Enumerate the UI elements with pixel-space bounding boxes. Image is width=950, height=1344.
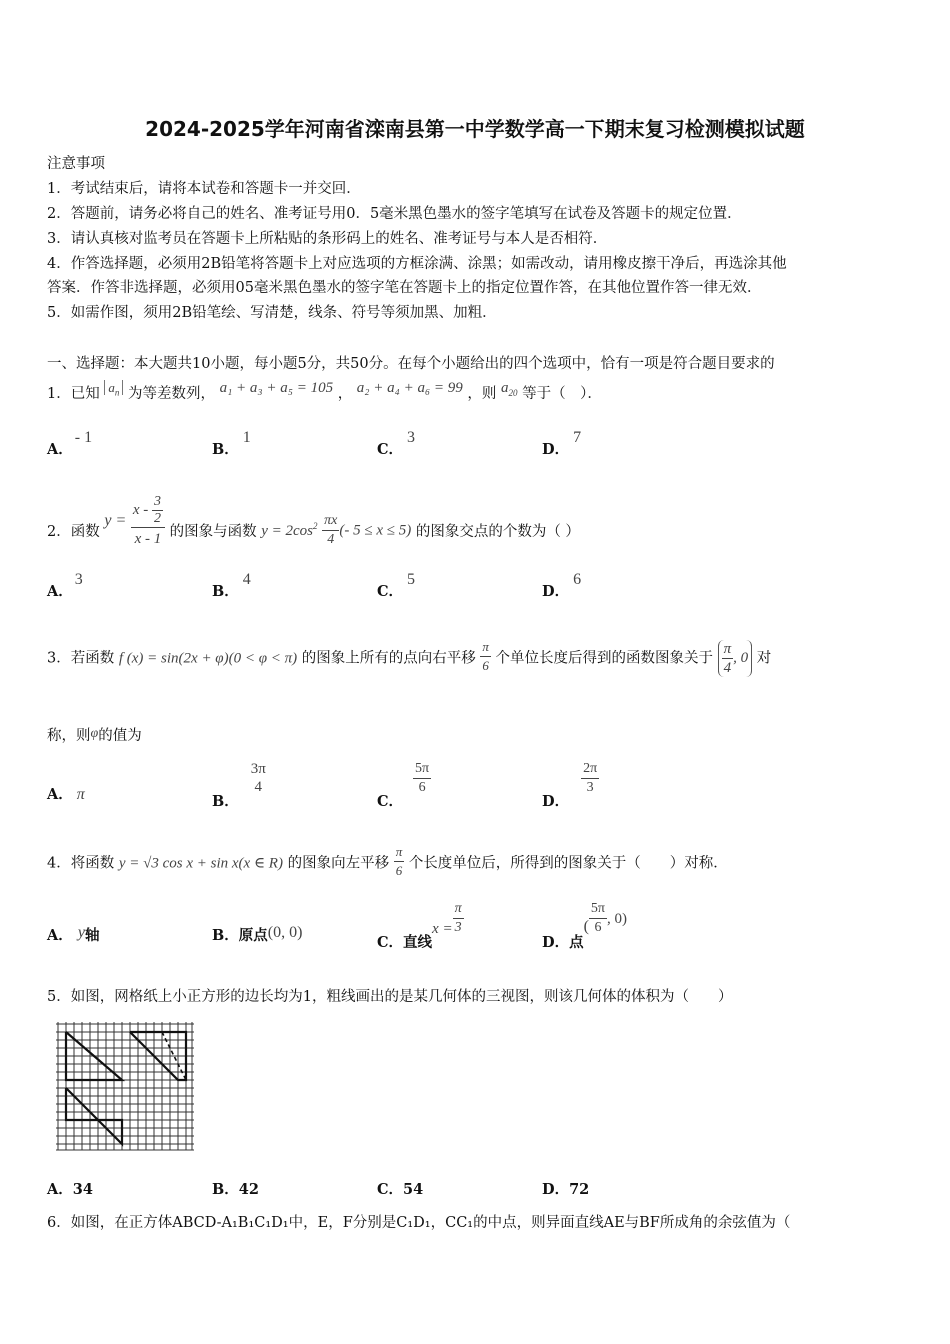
q1-equation-1: a₁ + a₃ + a₅ = 105 bbox=[219, 380, 334, 396]
q3-text-2: 个单位长度后得到的函数图象关于 bbox=[495, 650, 713, 667]
option-a[interactable]: A．34 bbox=[47, 1181, 93, 1198]
question-1 bbox=[47, 382, 602, 404]
notice-item: 4．作答选择题，必须用2B铅笔将答题卡上对应选项的方框涂满、涂黑；如需改动，请用橡皮擦干净后，再选涂其他 bbox=[47, 256, 787, 272]
q1-a20: $a_{20}$ bbox=[501, 380, 518, 398]
option-a[interactable]: A．3 bbox=[47, 571, 83, 600]
notice-item: 答案．作答非选择题，必须用05毫米黑色墨水的签字笔在答题卡上的指定位置作答，在其他位置作答一律无效． bbox=[47, 280, 762, 296]
notice-item: 5．如需作图，须用2B铅笔绘、写清楚，线条、符号等须加黑、加粗． bbox=[47, 305, 497, 321]
option-b[interactable]: B．原点(0, 0) bbox=[212, 924, 303, 944]
q1-number: 1．已知 bbox=[47, 386, 100, 402]
q2-function-2: $y = 2\cos^2$ $\frac{\pi x}{4}$ (- 5 ≤ x ≤ 5) bbox=[261, 513, 412, 547]
page-title: 2024-2025学年河南省滦南县第一中学数学高一下期末复习检测模拟试题 bbox=[145, 117, 805, 141]
option-b[interactable]: B．4 bbox=[212, 571, 251, 600]
question-2 bbox=[47, 494, 580, 550]
option-d[interactable]: D．点( $\frac{5\pi}{6}$ , 0) bbox=[542, 901, 627, 951]
option-c[interactable]: C．直线x = $\frac{\pi}{3}$ bbox=[377, 901, 462, 951]
q1-text: 为等差数列， bbox=[127, 386, 215, 402]
question-3 bbox=[47, 640, 771, 677]
option-c[interactable]: C．5 bbox=[377, 571, 416, 600]
notice-item: 2．答题前，请务必将自己的姓名、准考证号用0．5毫米黑色墨水的签字笔填写在试卷及答题卡的规定位置． bbox=[47, 206, 742, 222]
option-c[interactable]: C． $\frac{5\pi}{6}$ bbox=[377, 761, 430, 810]
q3-point: $\frac{\pi}{4}$ , 0 bbox=[718, 640, 753, 677]
notice-item: 3．请认真核对监考员在答题卡上所粘贴的条形码上的姓名、准考证号与本人是否相符． bbox=[47, 231, 608, 247]
q1-sep: ， bbox=[337, 386, 353, 402]
option-d[interactable]: D．72 bbox=[542, 1181, 590, 1198]
option-b[interactable]: B． 3π 4 bbox=[212, 761, 266, 810]
q1-text-3: 等于（ ）． bbox=[522, 386, 602, 402]
q4-function: y = √3 cos x + sin x(x ∈ R) bbox=[118, 855, 283, 872]
notice-item: 1．考试结束后，请将本试卷和答题卡一并交回． bbox=[47, 181, 361, 197]
section-heading: 一、选择题：本大题共10小题，每小题5分，共50分。在每个小题给出的四个选项中，恰有一项是符合题目要求的 bbox=[47, 356, 775, 372]
q4-number: 4．将函数 bbox=[47, 855, 115, 872]
option-d[interactable]: D． $\frac{2\pi}{3}$ bbox=[542, 761, 598, 810]
q3-text: 的图象上所有的点向右平移 bbox=[301, 650, 476, 667]
q4-shift: $\frac{\pi}{6}$ bbox=[395, 844, 403, 878]
option-c[interactable]: C．3 bbox=[377, 429, 416, 458]
q2-text: 的图象与函数 bbox=[169, 524, 257, 540]
q4-text-2: 个长度单位后，所得到的图象关于（ ）对称． bbox=[408, 855, 728, 872]
option-c[interactable]: C．54 bbox=[377, 1181, 424, 1198]
option-b[interactable]: B．1 bbox=[212, 429, 251, 458]
option-d[interactable]: D．6 bbox=[542, 571, 582, 600]
option-d[interactable]: D．7 bbox=[542, 429, 582, 458]
q1-sequence: $a_n$ bbox=[104, 380, 123, 395]
q4-text: 的图象向左平移 bbox=[287, 855, 390, 872]
q2-number: 2．函数 bbox=[47, 524, 100, 540]
question-6: 6．如图，在正方体ABCD-A₁B₁C₁D₁中，E，F分别是C₁D₁，CC₁的中点，则异面直线AE与BF所成角的余弦值为（ bbox=[47, 1215, 791, 1231]
q1-text-2: ，则 bbox=[467, 386, 497, 402]
q2-text-2: 的图象交点的个数为（ ） bbox=[415, 524, 580, 540]
question-5: 5．如图，网格纸上小正方形的边长均为1，粗线画出的是某几何体的三视图，则该几何体的体积为（ ） bbox=[47, 989, 733, 1005]
q3-shift: $\frac{\pi}{6}$ bbox=[482, 639, 489, 673]
three-view-grid-figure bbox=[55, 1020, 195, 1152]
option-a[interactable]: A．- 1 bbox=[47, 429, 93, 458]
q3-line-2: 称，则φ的值为 bbox=[47, 726, 142, 744]
q1-equation-2: a₂ + a₄ + a₆ = 99 bbox=[356, 380, 463, 396]
q3-text-3: 对 bbox=[756, 650, 772, 667]
option-a[interactable]: A． y轴 bbox=[47, 924, 100, 944]
option-a[interactable]: A． π bbox=[47, 786, 85, 803]
question-4 bbox=[47, 845, 728, 882]
q3-function: f (x) = sin(2x + φ)(0 < φ < π) bbox=[118, 650, 298, 667]
notice-heading: 注意事项 bbox=[47, 156, 105, 172]
q3-number: 3．若函数 bbox=[47, 650, 115, 667]
option-b[interactable]: B．42 bbox=[212, 1181, 259, 1198]
q2-function-1: y = x - $\frac{3}{2}$ x - 1 bbox=[104, 494, 165, 550]
